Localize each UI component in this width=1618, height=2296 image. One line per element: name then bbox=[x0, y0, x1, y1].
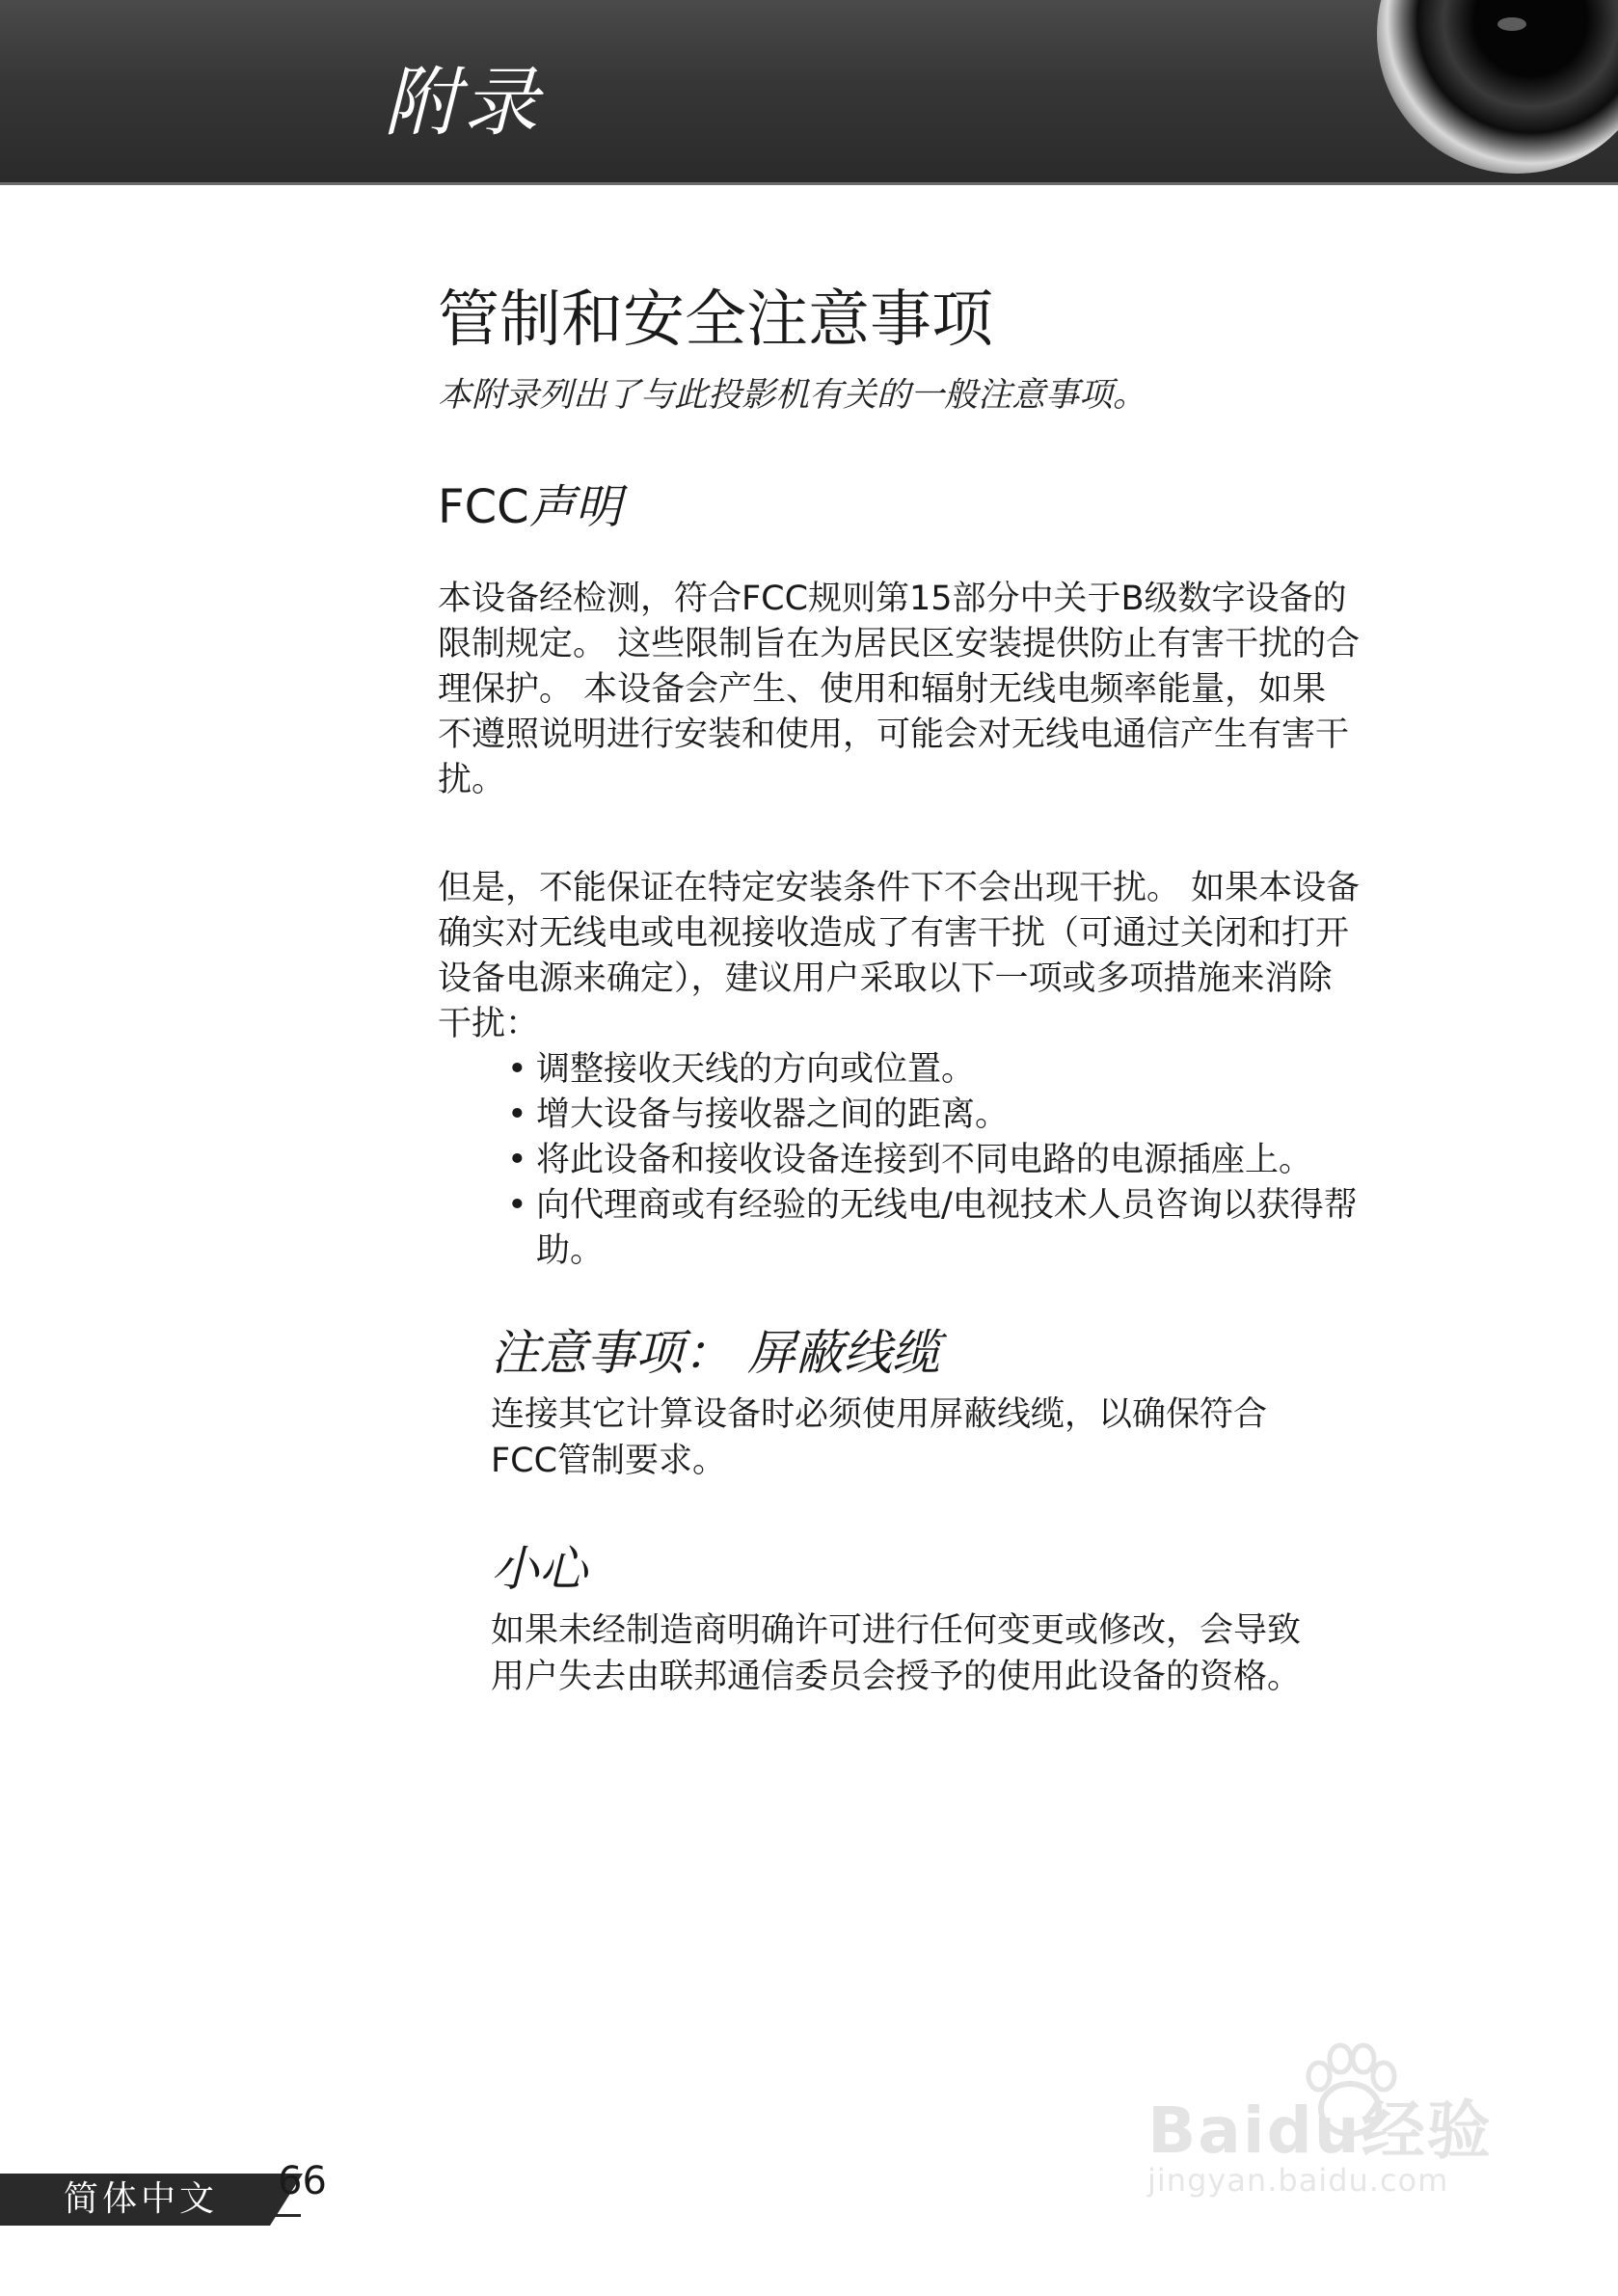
watermark-brand: Baidu经验 bbox=[1147, 2093, 1493, 2168]
para1-line: 扰。 bbox=[438, 761, 506, 799]
para1-line: 限制规定。 这些限制旨在为居民区安装提供防止有害干扰的合 bbox=[438, 625, 1361, 663]
list-item-text: 将此设备和接收设备连接到不同电路的电源插座上。 bbox=[536, 1141, 1313, 1179]
list-item-text: 助。 bbox=[536, 1231, 605, 1270]
caution-notice bbox=[491, 1540, 1479, 1700]
caution-heading: 小心 bbox=[491, 1541, 587, 1597]
bullet-icon: • bbox=[507, 1050, 527, 1089]
fcc-heading-prefix: FCC bbox=[438, 480, 529, 534]
shielded-cable-notice bbox=[491, 1324, 1479, 1484]
interference-measures-list bbox=[438, 1047, 1479, 1274]
list-item bbox=[507, 1093, 1479, 1138]
header-banner bbox=[0, 0, 1618, 185]
caution-line: 如果未经制造商明确许可进行任何变更或修改，会导致 bbox=[491, 1611, 1302, 1650]
watermark-url: jingyan.baidu.com bbox=[1147, 2162, 1449, 2199]
bullet-icon: • bbox=[507, 1186, 527, 1225]
page-title: 管制和安全注意事项 bbox=[438, 284, 993, 356]
main-content bbox=[438, 282, 1479, 1700]
list-item-text: 向代理商或有经验的无线电/电视技术人员咨询以获得帮 bbox=[536, 1186, 1358, 1225]
caution-text bbox=[491, 1607, 1416, 1700]
notice-line: 连接其它计算设备时必须使用屏蔽线缆，以确保符合 bbox=[491, 1395, 1268, 1434]
bullet-icon: • bbox=[507, 1141, 527, 1179]
list-item bbox=[507, 1138, 1479, 1183]
para2-line: 但是，不能保证在特定安装条件下不会出现干扰。 如果本设备 bbox=[438, 869, 1361, 907]
fcc-statement-heading bbox=[438, 478, 1479, 536]
para2-line: 干扰： bbox=[438, 1005, 540, 1043]
footer-divider bbox=[231, 2214, 301, 2217]
bullet-icon: • bbox=[507, 1095, 527, 1134]
fcc-paragraph-2 bbox=[438, 866, 1479, 1047]
chapter-title: 附录 bbox=[384, 60, 543, 147]
fcc-paragraph-1 bbox=[438, 577, 1479, 803]
intro-text: 本附录列出了与此投影机有关的一般注意事项。 bbox=[438, 376, 1147, 415]
para2-line: 确实对无线电或电视接收造成了有害干扰（可通过关闭和打开 bbox=[438, 914, 1350, 953]
caution-line: 用户失去由联邦通信委员会授予的使用此设备的资格。 bbox=[491, 1658, 1302, 1696]
fcc-heading-suffix: 声明 bbox=[528, 480, 622, 534]
para1-line: 理保护。 本设备会产生、使用和辐射无线电频率能量，如果 bbox=[438, 670, 1327, 709]
page-number: 66 bbox=[278, 2159, 327, 2203]
notice-text bbox=[491, 1391, 1416, 1484]
footer-language-label: 简体中文 bbox=[64, 2179, 219, 2219]
lens-glint bbox=[1497, 17, 1526, 31]
para1-line: 本设备经检测，符合FCC规则第15部分中关于B级数字设备的 bbox=[438, 580, 1347, 618]
list-item bbox=[507, 1183, 1479, 1274]
list-item-text: 调整接收天线的方向或位置。 bbox=[536, 1050, 976, 1089]
baidu-watermark bbox=[1147, 2039, 1552, 2203]
para2-line: 设备电源来确定），建议用户采取以下一项或多项措施来消除 bbox=[438, 959, 1333, 998]
notice-line: FCC管制要求。 bbox=[491, 1442, 727, 1480]
notice-heading: 注意事项： 屏蔽线缆 bbox=[491, 1325, 940, 1381]
list-item bbox=[507, 1047, 1479, 1093]
para1-line: 不遵照说明进行安装和使用，可能会对无线电通信产生有害干 bbox=[438, 716, 1350, 754]
list-item-text: 增大设备与接收器之间的距离。 bbox=[536, 1095, 1010, 1134]
